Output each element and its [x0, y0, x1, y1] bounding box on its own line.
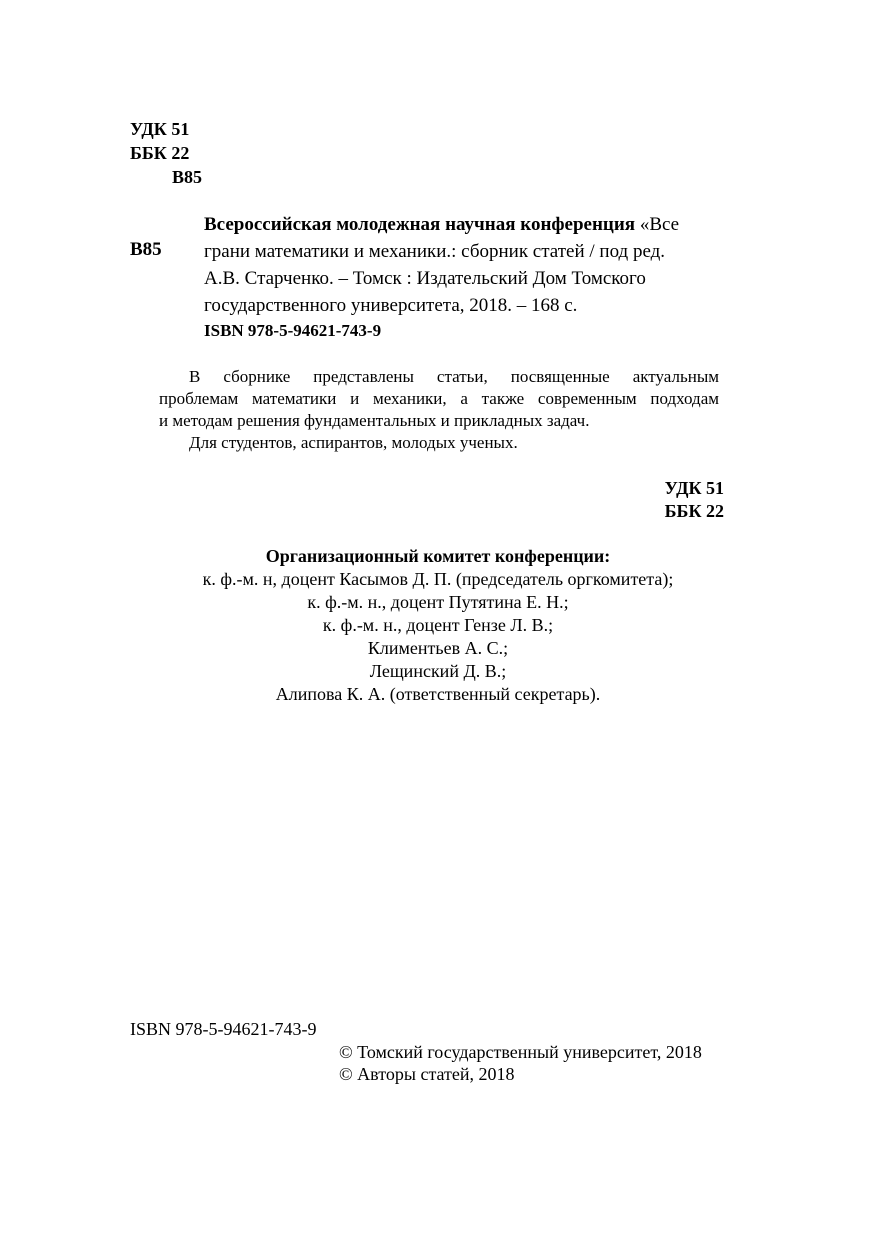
committee-heading: Организационный комитет конференции: — [265, 546, 611, 566]
biblio-line-2: грани математики и механики.: сборник статей / под ред. — [204, 241, 666, 262]
copyright-authors: © Авторы статей, 2018 — [339, 1064, 515, 1084]
conference-title: Всероссийская молодежная научная конференция — [204, 214, 636, 235]
committee-member: к. ф.-м. н, доцент Касымов Д. П. (председатель оргкомитета); — [202, 569, 674, 589]
committee-member: к. ф.-м. н., доцент Гензе Л. В.; — [322, 615, 554, 635]
biblio-title-rest: «Все — [635, 214, 680, 235]
isbn-bold: ISBN 978-5-94621-743-9 — [204, 321, 382, 340]
biblio-line-3: А.В. Старченко. – Томск : Издательский Дом Томского — [204, 268, 646, 289]
udk-code: УДК 51 — [130, 119, 190, 139]
abstract-line-3: и методам решения фундаментальных и прикладных задач. — [159, 411, 590, 430]
author-code: В85 — [172, 167, 203, 187]
organizing-committee — [130, 545, 746, 706]
copyright-university: © Томский государственный университет, 2018 — [339, 1042, 702, 1062]
bbk-code-right: ББК 22 — [664, 501, 724, 521]
abstract-line-2: проблемам математики и механики, а также современным подходам — [159, 389, 719, 408]
committee-member: Лещинский Д. В.; — [369, 661, 507, 681]
isbn-footer: ISBN 978-5-94621-743-9 — [130, 1019, 317, 1039]
bibliographic-record — [204, 211, 729, 319]
abstract — [159, 366, 719, 454]
committee-member: Алипова К. А. (ответственный секретарь). — [275, 684, 601, 704]
committee-member: к. ф.-м. н., доцент Путятина Е. Н.; — [307, 592, 569, 612]
udk-code-right: УДК 51 — [664, 478, 724, 498]
abstract-line-1: В сборнике представлены статьи, посвященные актуальным — [189, 367, 719, 386]
biblio-line-1 — [204, 211, 729, 238]
committee-member: Климентьев А. С.; — [367, 638, 509, 658]
biblio-line-4: государственного университета, 2018. – 168 с. — [204, 295, 578, 316]
author-code-side: В85 — [130, 239, 162, 260]
bbk-code: ББК 22 — [130, 143, 190, 163]
abstract-line-4: Для студентов, аспирантов, молодых ученых. — [189, 433, 518, 452]
